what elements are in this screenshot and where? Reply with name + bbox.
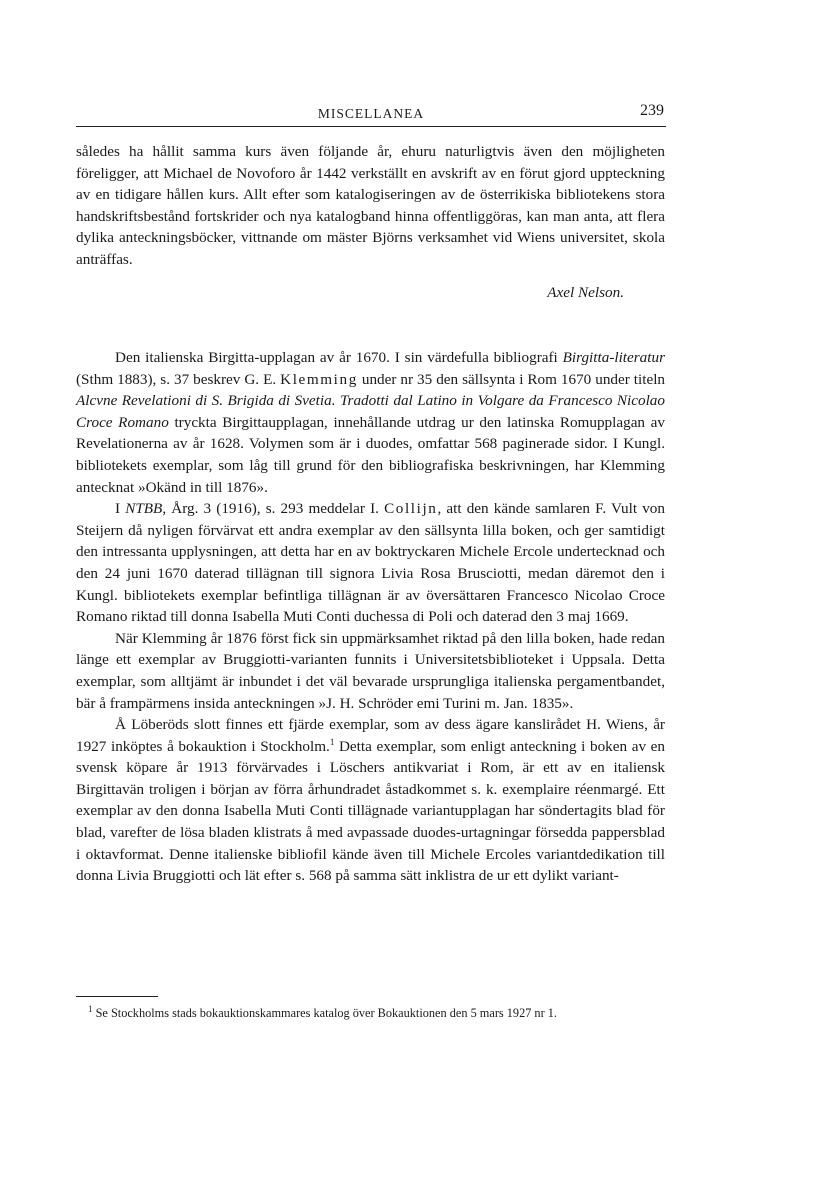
italian-title: Alcvne Revelationi di S. Brigida di Svetia. Tradotti dal Latino in Volgare da Francesco Nicolao Croce Romano	[76, 392, 665, 431]
page-header	[76, 104, 666, 128]
footnote-text: Se Stockholms stads bokauktionskammares katalog över Bokauktionen den 5 mars 1927 nr 1.	[92, 1006, 557, 1020]
author-signature: Axel Nelson.	[547, 284, 624, 301]
author-name: Klemming	[280, 370, 358, 388]
paragraph-continued: således ha hållit samma kurs även följande år, ehuru naturligtvis även den möjligheten föreligger, att Michael de Novoforo år 1442 verkställt en avskrift av en förut gjord uppteckning av en tidigare hållen kurs. Allt efter som katalogiseringen av de österrikiska bibliotekens stora handskriftsbestånd fortskrider och nya katalogband hinna offentliggöras, kan man anta, att flera dylika anteckningsböcker, vittnande om mäster Björns verksamhet vid Wiens universitet, skola anträffas.	[76, 143, 665, 268]
running-title: MISCELLANEA	[317, 106, 425, 121]
article-heading: Den italienska Birgitta-upplagan av år 1670.	[115, 349, 390, 366]
article-paragraph-1: Den italienska Birgitta-upplagan av år 1670. I sin värdefulla bibliografi Birgitta-literatur (Sthm 1883), s. 37 beskrev G. E. Klemming under nr 35 den sällsynta i Rom 1670 under titeln Alcvne Revelationi di S. Brigida di Svetia. Tradotti dal Latino in Volgare da Francesco Nicolao Croce Romano tryckta Birgittaupplagan, innehållande utdrag ur den latinska Romupplagan av Revelationerna av år 1628. Volymen som är i duodes, omfattar 568 paginerade sidor. I Kungl. bibliotekets exemplar, som låg till grund för den bibliografiska beskrivningen, har Klemming antecknat »Okänd in till 1876».	[76, 349, 666, 496]
article-paragraph-4: Å Löberöds slott finnes ett fjärde exemplar, som av dess ägare kanslirådet H. Wiens, år 1927 inköptes å bokauktion i Stockholm.$^1$ Detta exemplar, som enligt anteckning i boken av en svensk köpare år 1913 förvärvades i Löschers antikvariat i Rom, är ett av en italiensk Birgittavän troligen i början av förra århundradet åstadkommet s. k. exemplaire réenmargé. Ett exemplar av den donna Isabella Muti Conti tillägnade variantupplagan har söndertagits blad för blad, varefter de lösa bladen klistrats å med avpassade duodes-urtagningar försedda pappersblad i oktavformat. Denne italienske bibliofil kände även till Michele Ercoles variantdedikation till donna Livia Bruggiotti och lät efter s. 568 på samma sätt inklistra de ur ett dylikt variant-	[76, 716, 666, 885]
article-birgitta	[76, 347, 665, 887]
footnote-reference: 1	[329, 736, 335, 747]
footnote-rule	[76, 996, 158, 997]
page-number: 239	[640, 102, 664, 119]
book-title: Birgitta-literatur	[562, 349, 665, 366]
header-rule	[76, 126, 666, 127]
author-name: Collijn	[384, 500, 438, 518]
journal-abbrev: NTBB	[125, 500, 163, 518]
article-paragraph-2: I NTBB, Årg. 3 (1916), s. 293 meddelar I. Collijn, att den kände samlaren F. Vult von Steijern då nyligen förvärvat ett andra exemplar av den sällsynta lilla boken, och ger samtidigt den intressanta upplysningen, att detta har en av boktryckaren Michele Ercole undertecknad och den 24 juni 1670 daterad tillägnan till signora Livia Rosa Brusciotti, medan däremot den i Kungl. bibliotekets exemplar befintliga tillägnan är av översättaren Francesco Nicolao Croce Romano riktad till donna Isabella Muti Conti duchessa di Poli och daterad den 3 maj 1669.	[76, 500, 665, 626]
footnote	[76, 1004, 665, 1024]
footnote-marker: 1	[88, 1003, 93, 1014]
article-paragraph-3: När Klemming år 1876 först fick sin uppmärksamhet riktad på den lilla boken, hade redan länge ett exemplar av Bruggiotti-varianten funnits i Universitetsbiblioteket i Uppsala. Detta exemplar, som alltjämt är inbundet i det väl bevarade ursprungliga italienska pergamentbandet, bär å frampärmens insida anteckningen »J. H. Schröder emi Turini m. Jan. 1835».	[76, 629, 665, 712]
